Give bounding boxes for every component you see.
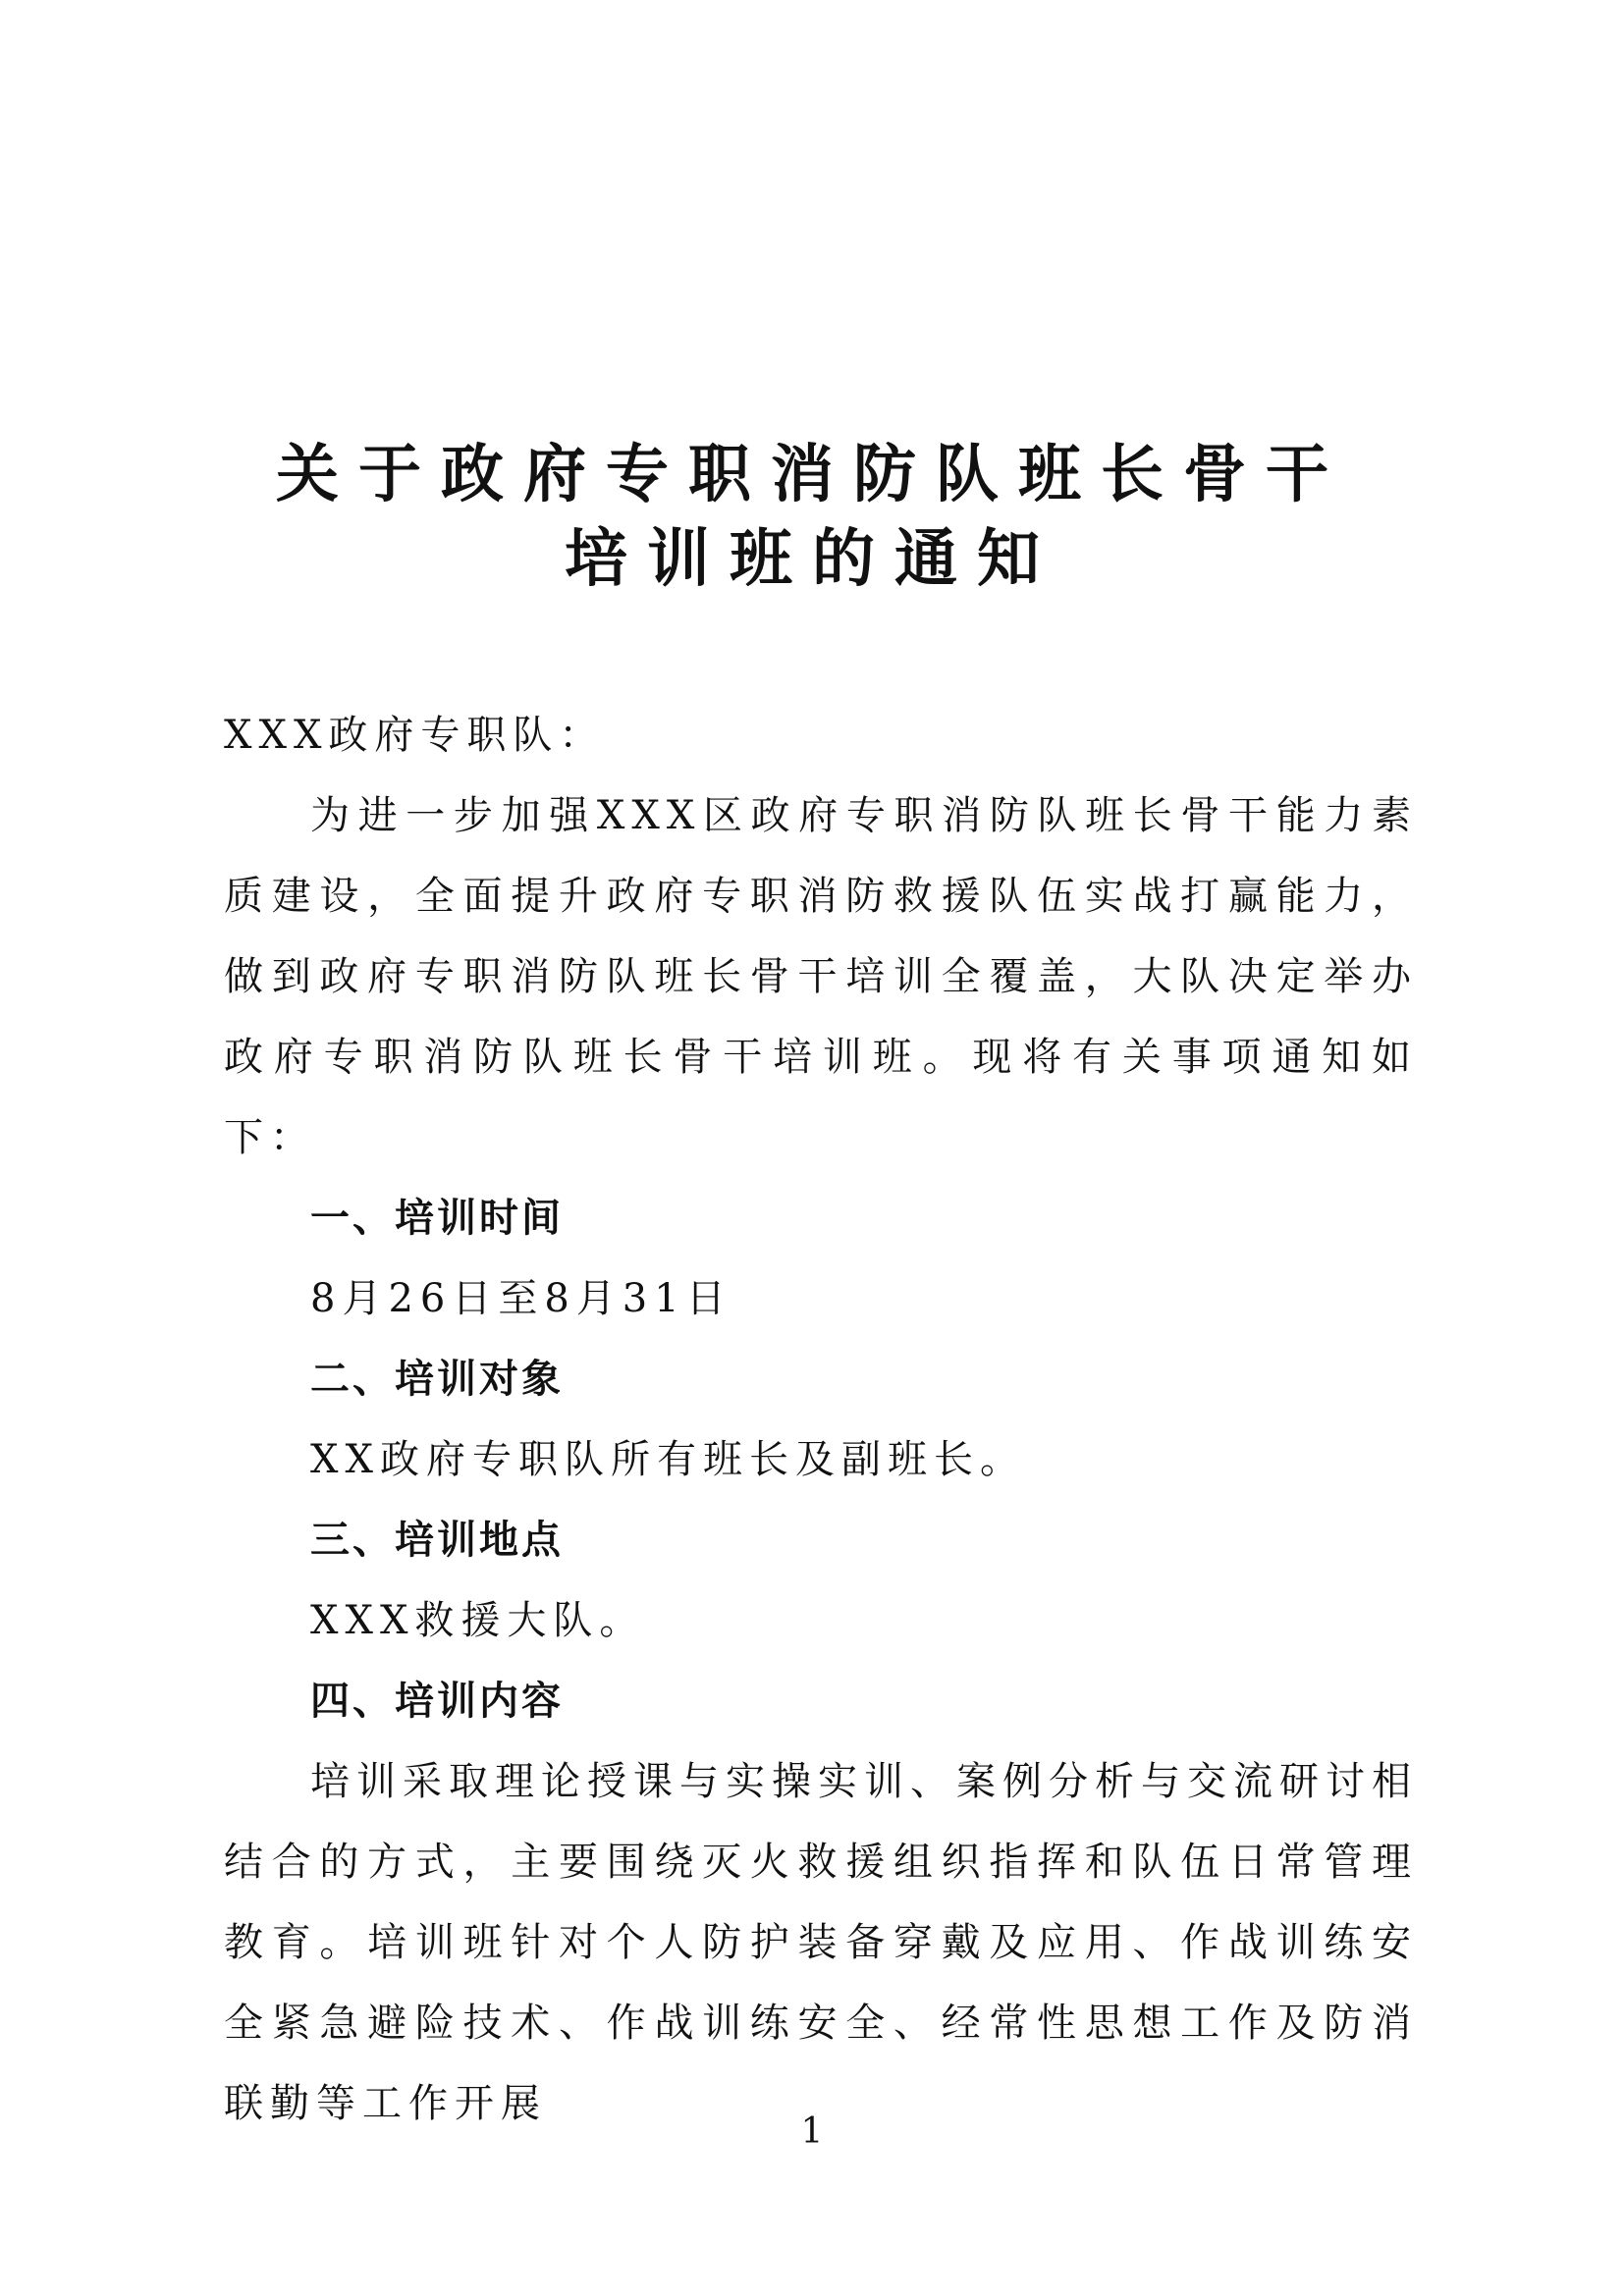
section-content-participants: XX政府专职队所有班长及副班长。 [310,1437,1026,1482]
document-body [224,695,1418,2144]
document-title-line-1: 关于政府专职消防队班长骨干 [276,438,1348,511]
section-heading-participants: 二、培训对象 [310,1357,564,1402]
intro-paragraph: 为进一步加强XXX区政府专职消防队班长骨干能力素质建设，全面提升政府专职消防救援队伍实战打赢能力，做到政府专职消防队班长骨干培训全覆盖，大队决定举办政府专职消防队班长骨干培训班。现将有关事项通知如下： [224,793,1418,1160]
section-content-location: XXX救援大队。 [310,1598,646,1643]
addressee: XXX政府专职队： [224,713,606,758]
section-heading-location: 三、培训地点 [310,1518,564,1563]
document-title-line-2: 培训班的通知 [565,522,1059,596]
page-number: 1 [800,2111,824,2152]
section-content-training: 培训采取理论授课与实操实训、案例分析与交流研讨相结合的方式，主要围绕灭火救援组织指挥和队伍日常管理教育。培训班针对个人防护装备穿戴及应用、作战训练安全紧急避险技术、作战训练安全、经常性思想工作及防消联勤等工作开展 [224,1759,1418,2126]
section-heading-time: 一、培训时间 [310,1196,564,1241]
section-heading-content: 四、培训内容 [310,1679,564,1724]
section-content-time: 8月26日至8月31日 [310,1276,732,1321]
